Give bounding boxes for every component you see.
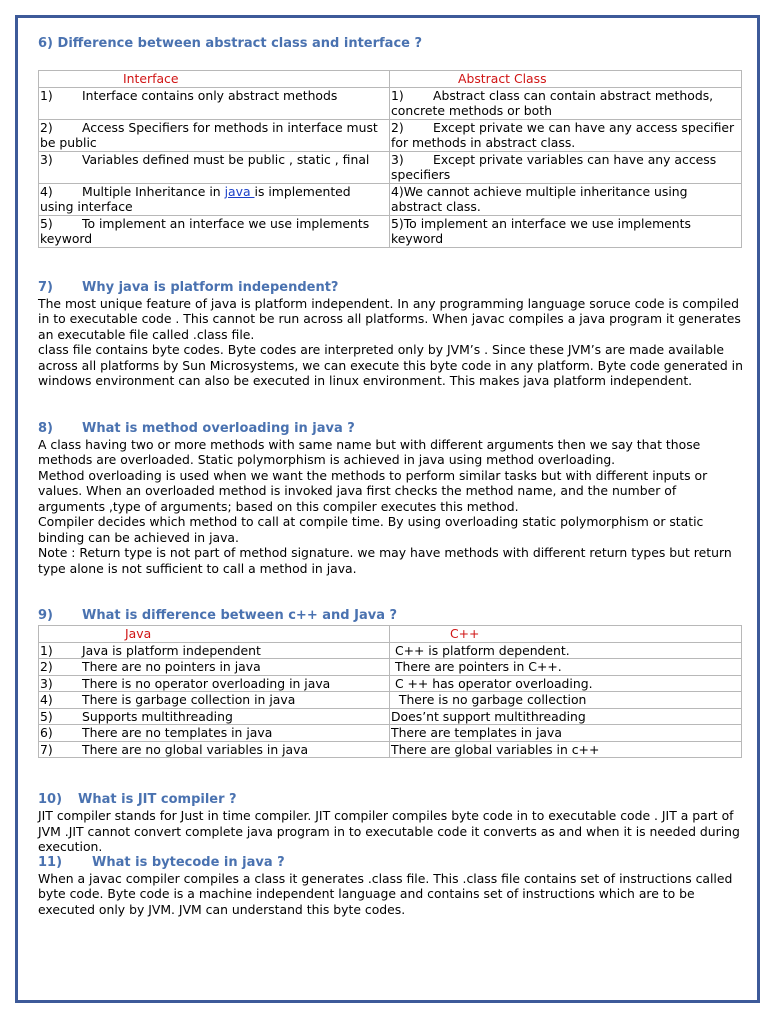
table-cell: C ++ has operator overloading. [390, 675, 742, 692]
table-row [39, 708, 742, 725]
table-row [39, 675, 742, 692]
table-cell: 1) Interface contains only abstract methods [39, 87, 390, 119]
table-row [39, 642, 742, 659]
header-abstract-class: Abstract Class [390, 71, 742, 88]
q9-heading [38, 608, 743, 624]
q8-paragraph: Method overloading is used when we want the methods to perform similar tasks but with different inputs or values. When an overloaded method is invoked java first checks the method name, and the number of arguments ,type of arguments; based on this compiler executes this method. [38, 467, 708, 514]
table-row [39, 151, 742, 183]
table-row [39, 741, 742, 758]
java-link[interactable]: java [224, 183, 255, 199]
q8-heading-number: 8) [38, 420, 53, 436]
table-cell: 2) Except private we can have any access specifier for methods in abstract class. [390, 119, 742, 151]
table-row [39, 119, 742, 151]
table-cell: 7) There are no global variables in java [39, 741, 390, 758]
q7-heading-number: 7) [38, 279, 53, 295]
q8-paragraph: A class having two or more methods with same name but with different arguments then we say that those methods are overloaded. Static polymorphism is achieved in java using method overloading. [38, 436, 701, 467]
table-cell: 6) There are no templates in java [39, 725, 390, 742]
table-cell: 5) To implement an interface we use implements keyword [39, 215, 390, 247]
q11-paragraph: When a javac compiler compiles a class it generates .class file. This .class file contains set of instructions called byte code. Byte code is a machine independent language and contains set of instructions which are to be executed only by JVM. JVM can understand this byte codes. [38, 870, 733, 917]
q8-heading [38, 421, 743, 437]
q7-paragraph: class file contains byte codes. Byte codes are interpreted only by JVM’s . Since these JVM’s are made available across all platforms by Sun Microsystems, we can execute this byte code in any platform. Byte code generated in windows environment can also be executed in linux environment. This makes java platform independent. [38, 342, 743, 388]
table-row [39, 87, 742, 119]
table-cell: 4) Multiple Inheritance in java is implemented using interface [39, 183, 390, 215]
table-cell: 3) Variables defined must be public , static , final [39, 151, 390, 183]
q6-comparison-table [38, 70, 742, 248]
header-interface: Interface [39, 71, 390, 88]
q10-heading [38, 792, 743, 808]
table-header-row [39, 626, 742, 643]
header-cpp: C++ [390, 626, 742, 643]
table-cell: There are templates in java [390, 725, 742, 742]
table-row [39, 659, 742, 676]
table-cell: 2) There are no pointers in java [39, 659, 390, 676]
table-cell: 5) Supports multithreading [39, 708, 390, 725]
table-cell: 2) Access Specifiers for methods in interface must be public [39, 119, 390, 151]
q11-heading-number: 11) [38, 854, 63, 870]
document-content [38, 34, 743, 917]
q6-heading-number: 6) [38, 36, 53, 51]
table-row [39, 215, 742, 247]
q10-heading-number: 10) [38, 792, 63, 807]
table-cell: 4) There is garbage collection in java [39, 692, 390, 709]
table-cell: Does’nt support multithreading [390, 708, 742, 725]
table-cell: 1) Abstract class can contain abstract methods, concrete methods or both [390, 87, 742, 119]
q10-paragraph: JIT compiler stands for Just in time compiler. JIT compiler compiles byte code in to executable code . JIT a part of JVM .JIT cannot convert complete java program in to executable code it converts as and when it is needed during execution. [38, 808, 740, 854]
q8-heading-text: What is method overloading in java ? [82, 420, 355, 436]
table-row [39, 725, 742, 742]
q11-heading [38, 855, 743, 871]
table-cell: There are pointers in C++. [390, 659, 742, 676]
q9-heading-number: 9) [38, 608, 53, 623]
table-cell: 3) There is no operator overloading in java [39, 675, 390, 692]
q11-heading-text: What is bytecode in java ? [92, 854, 285, 870]
table-cell: 1) Java is platform independent [39, 642, 390, 659]
q8-paragraph: Note : Return type is not part of method signature. we may have methods with different return types but return type alone is not sufficient to call a method in java. [38, 545, 732, 576]
table-cell: There is no garbage collection [390, 692, 742, 709]
table-header-row [39, 71, 742, 88]
table-cell: 5)To implement an interface we use implements keyword [390, 215, 742, 247]
table-row [39, 692, 742, 709]
header-java: Java [39, 626, 390, 643]
q7-heading-text: Why java is platform independent? [82, 279, 339, 295]
q10-heading-text: What is JIT compiler ? [78, 792, 237, 807]
table-cell: There are global variables in c++ [390, 741, 742, 758]
q7-paragraph: The most unique feature of java is platform independent. In any programming language soruce code is compiled in to executable code . This cannot be run across all platforms. When javac compiles a java program it generates an executable file called .class file. [38, 295, 741, 342]
table-cell: 3) Except private variables can have any access specifiers [390, 151, 742, 183]
q9-comparison-table [38, 625, 742, 758]
q6-heading [38, 36, 743, 52]
table-cell: C++ is platform dependent. [390, 642, 742, 659]
table-cell: 4)We cannot achieve multiple inheritance using abstract class. [390, 183, 742, 215]
q8-paragraph: Compiler decides which method to call at compile time. By using overloading static polymorphism or static binding can be achieved in java. [38, 514, 704, 545]
q6-heading-text: Difference between abstract class and interface ? [57, 36, 423, 51]
q9-heading-text: What is difference between c++ and Java ? [82, 608, 398, 623]
q7-heading [38, 280, 743, 296]
table-row [39, 183, 742, 215]
